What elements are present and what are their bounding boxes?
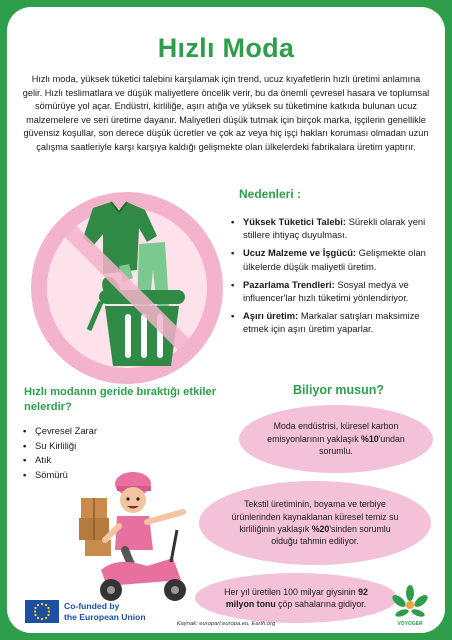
- effect-item: • Çevresel Zarar: [23, 424, 97, 439]
- fact-bubble: Tekstil üretiminin, boyama ve terbiye ürünlerinden kaynaklanan küresel temiz su kirliliğinin yaklaşık %20'sinden sorumlu olduğu tahmin ediliyor.: [199, 481, 431, 565]
- intro-paragraph: Hızlı moda, yüksek tüketici talebini karşılamak için trend, ucuz kıyafetlerin hızlı üretimi anlamına gelir. Hızlı teslimatlara ve düşük maliyetlere öncelik verir, bu da önemli çevresel hasara ve toplumsal sömürüye yol açar. Endüstri, kirliliğe, aşırı atığa ve yüksek su tüketimine katkıda bulunan ucuz malzemelere ve seri üretime dayanır. Maliyetleri düşük tutmak için birçok marka, işçilerin genellikle güvensiz koşullar, son derece düşük ücretler ve çok az veya hiç işçi hakları koruması olmadan uzun çalışma saatleriyle karşı karşıya kaldığı gelişmekte olan ülkelerdeki fabrikalara üretim yaptırır.: [22, 74, 430, 152]
- cause-item: • Yüksek Tüketici Talebi: Sürekli olarak yeni stillere ihtiyaç duyulması.: [231, 215, 427, 241]
- cause-item: • Ucuz Malzeme ve İşgücü: Gelişmekte olan ülkelerde düşük maliyetli üretim.: [231, 246, 427, 272]
- did-you-know-title: Biliyor musun?: [293, 383, 384, 397]
- cause-item: • Pazarlama Trendleri: Sosyal medya ve influencer'lar hızlı tüketimi yönlendiriyor.: [231, 278, 427, 304]
- courier-scooter-icon: [77, 470, 197, 606]
- effect-item: • Su Kirliliği: [23, 439, 97, 454]
- cause-item: • Aşırı üretim: Markalar satışları maksimize etmek için aşırı üretim yaparlar.: [231, 309, 427, 335]
- causes-list: [231, 215, 427, 341]
- causes-title: Nedenleri :: [239, 187, 302, 201]
- page-title: Hızlı Moda: [157, 33, 295, 63]
- fact-bubble: Her yıl üretilen 100 milyar giysinin 92 milyon tonu çöp sahalarına gidiyor.: [195, 573, 397, 623]
- eu-funding-text: Co-funded by the European Union: [64, 601, 146, 622]
- voyoger-logo-icon: [387, 583, 433, 625]
- ban-sign-icon: [29, 190, 225, 386]
- effects-title: Hızlı modanın geride bıraktığı etkiler nelerdir?: [24, 386, 217, 413]
- effect-item: • Sömürü: [23, 468, 97, 483]
- poster: [7, 7, 445, 633]
- eu-funding-logo: [25, 600, 146, 623]
- effect-item: • Atık: [23, 453, 97, 468]
- source-note: Kaynak: europarl.europa.eu, Earth.org: [176, 621, 276, 627]
- voyoger-name: VOYOGER: [397, 621, 423, 627]
- eu-flag-icon: [25, 600, 59, 623]
- fact-bubble: Moda endüstrisi, küresel karbon emisyonlarının yaklaşık %10'undan sorumlu.: [239, 405, 433, 473]
